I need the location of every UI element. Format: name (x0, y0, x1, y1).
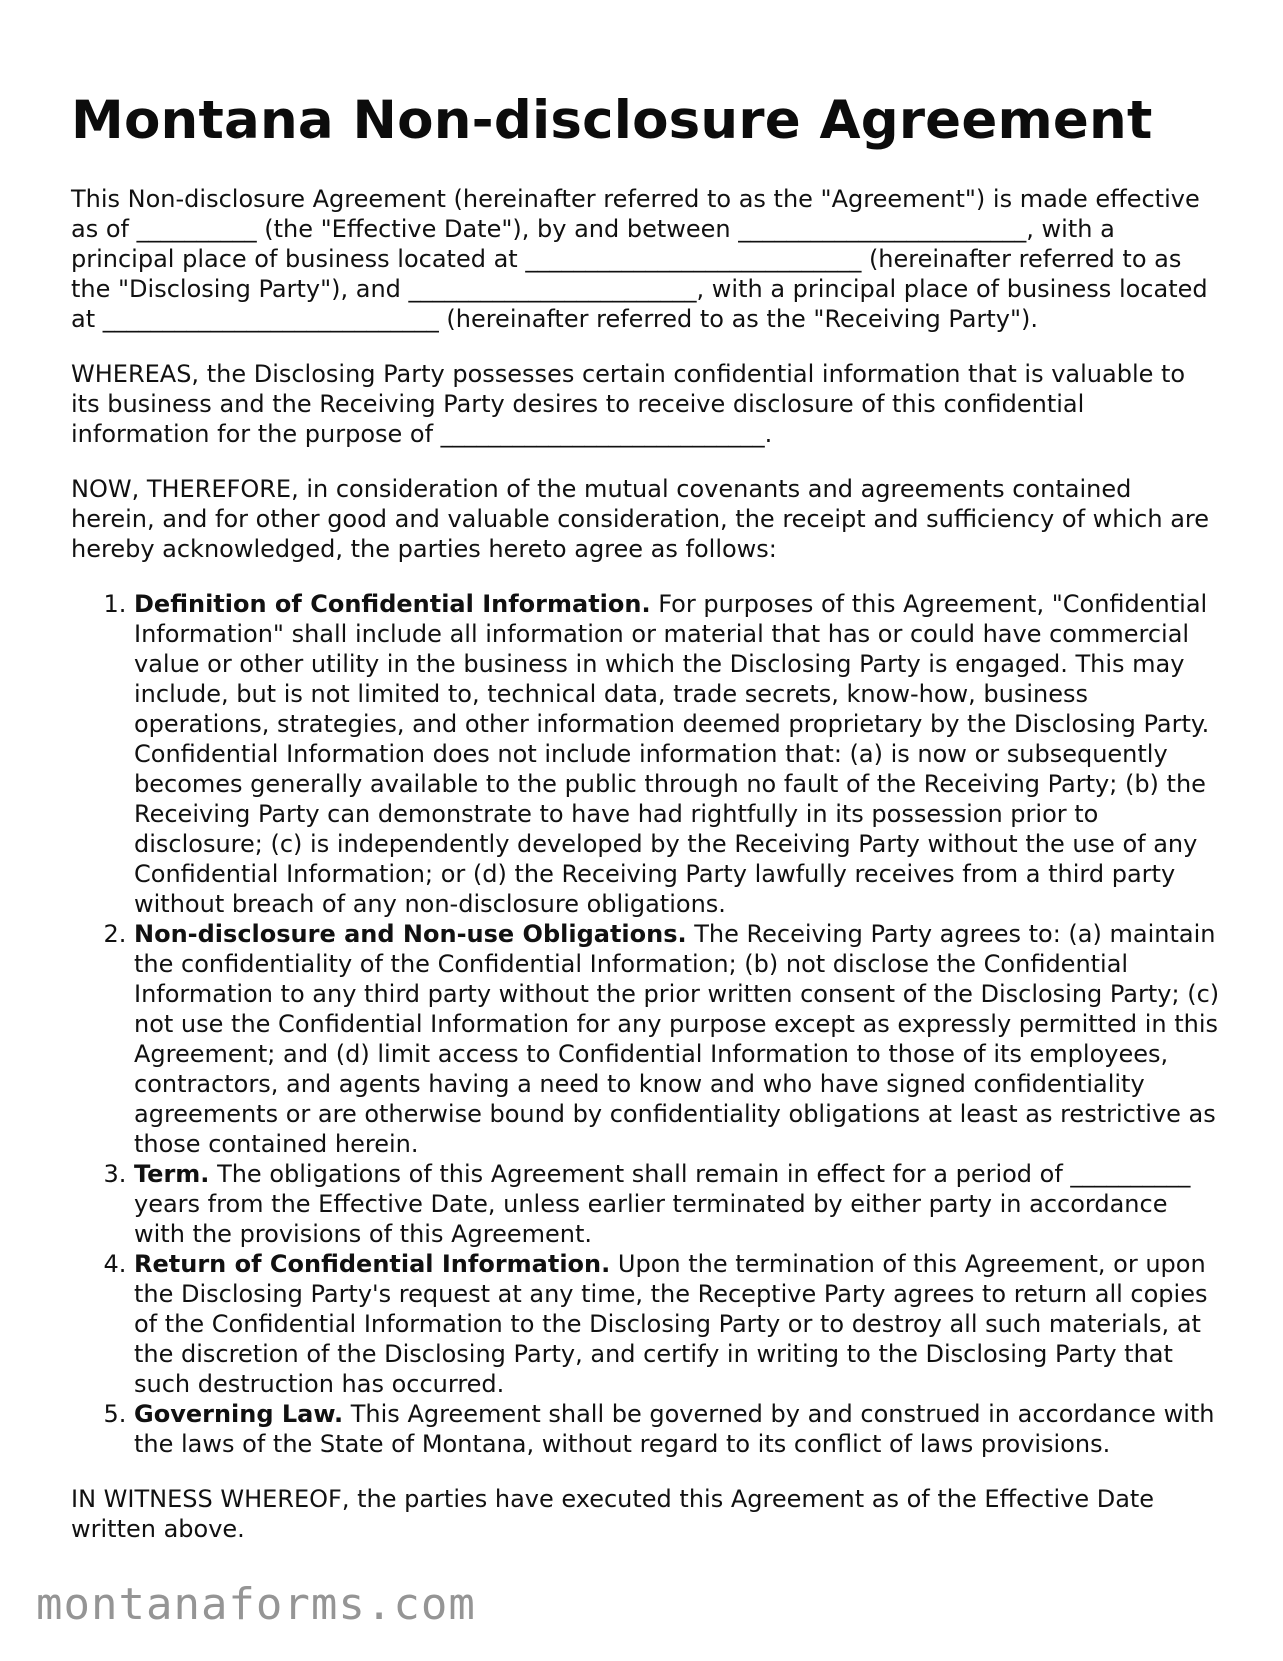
witness-paragraph: IN WITNESS WHEREOF, the parties have executed this Agreement as of the Effective Date written above. (71, 1485, 1155, 1543)
document-page (71, 88, 1221, 1544)
section-heading: Governing Law. (134, 1400, 344, 1428)
section-body: This Agreement shall be governed by and construed in accordance with the laws of the State of Montana, without regard to its conflict of laws provisions. (134, 1400, 1215, 1458)
section-heading: Return of Confidential Information. (134, 1250, 611, 1278)
intro-paragraph: This Non-disclosure Agreement (hereinafter referred to as the "Agreement") is made effective as of __________ (the "Effective Date"), by and between ________________________, with a principal place of business located at ____________________________ (hereinafter referred to as the "Disclosing Party"), and ________________________, with a principal place of business located at ____________________________ (hereinafter referred to as the "Receiving Party"). (71, 185, 1208, 333)
page-title: Montana Non-disclosure Agreement (71, 90, 1153, 151)
whereas-paragraph: WHEREAS, the Disclosing Party possesses certain confidential information that is valuable to its business and the Receiving Party desires to receive disclosure of this confidential information for the purpose of ___________________________. (71, 360, 1186, 448)
section-body: For purposes of this Agreement, "Confidential Information" shall include all information or material that has or could have commercial value or other utility in the business in which the Disclosing Party is engaged. This may include, but is not limited to, technical data, trade secrets, know-how, business operations, strategies, and other information deemed proprietary by the Disclosing Party. Confidential Information does not include information that: (a) is now or subsequently becomes generally available to the public through no fault of the Receiving Party; (b) the Receiving Party can demonstrate to have had rightfully in its possession prior to disclosure; (c) is independently developed by the Receiving Party without the use of any Confidential Information; or (d) the Receiving Party lawfully receives from a third party without breach of any non-disclosure obligations. (134, 590, 1210, 918)
section-body: Upon the termination of this Agreement, or upon the Disclosing Party's request at any time, the Receptive Party agrees to return all copies of the Confidential Information to the Disclosing Party or to destroy all such materials, at the discretion of the Disclosing Party, and certify in writing to the Disclosing Party that such destruction has occurred. (134, 1250, 1208, 1398)
list-item (134, 919, 1221, 1159)
section-heading: Term. (134, 1160, 210, 1188)
list-item (134, 589, 1221, 919)
watermark: montanaforms.com (36, 1579, 476, 1630)
list-item (134, 1399, 1221, 1459)
section-heading: Definition of Confidential Information. (134, 590, 651, 618)
section-body: The Receiving Party agrees to: (a) maintain the confidentiality of the Confidential Information; (b) not disclose the Confidential Information to any third party without the prior written consent of the Disclosing Party; (c) not use the Confidential Information for any purpose except as expressly permitted in this Agreement; and (d) limit access to Confidential Information to those of its employees, contractors, and agents having a need to know and who have signed confidentiality agreements or are otherwise bound by confidentiality obligations at least as restrictive as those contained herein. (134, 920, 1220, 1158)
sections-list (71, 589, 1221, 1459)
section-heading: Non-disclosure and Non-use Obligations. (134, 920, 687, 948)
section-body: The obligations of this Agreement shall remain in effect for a period of __________ years from the Effective Date, unless earlier terminated by either party in accordance with the provisions of this Agreement. (134, 1160, 1191, 1248)
now-therefore-paragraph: NOW, THEREFORE, in consideration of the mutual covenants and agreements contained herein, and for other good and valuable consideration, the receipt and sufficiency of which are hereby acknowledged, the parties hereto agree as follows: (71, 475, 1210, 563)
list-item (134, 1249, 1221, 1399)
list-item (134, 1159, 1221, 1249)
